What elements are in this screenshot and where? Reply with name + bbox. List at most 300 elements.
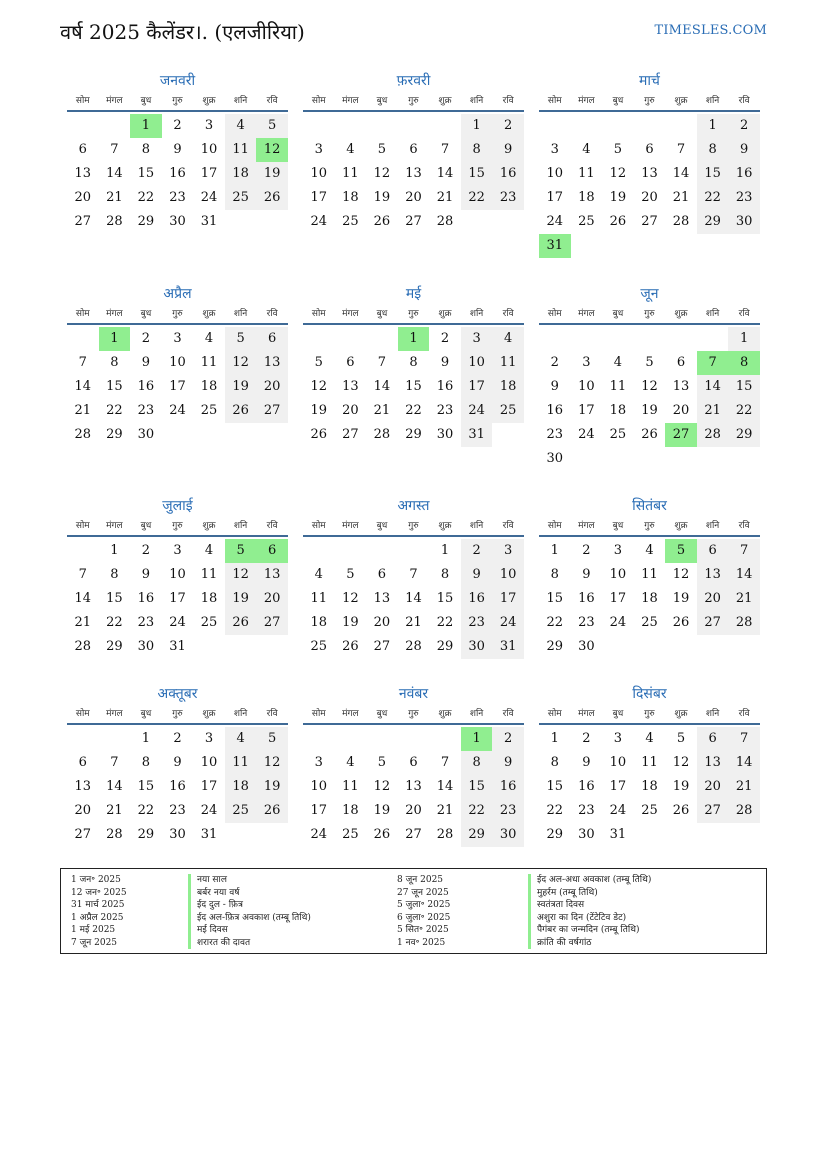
day-cell[interactable]: 27 xyxy=(405,827,422,842)
day-cell[interactable]: 10 xyxy=(492,563,524,587)
day-cell[interactable]: 31 xyxy=(169,639,186,654)
day-cell[interactable]: 26 xyxy=(672,615,690,630)
day-cell[interactable]: 9 xyxy=(582,567,591,582)
day-cell[interactable]: 4 xyxy=(314,567,323,582)
day-cell[interactable]: 9 xyxy=(582,755,591,770)
day-cell[interactable]: 19 xyxy=(225,587,257,611)
day-cell[interactable]: 20 xyxy=(672,403,690,418)
day-cell[interactable]: 20 xyxy=(256,587,288,611)
day-cell[interactable]: 5 xyxy=(256,114,288,138)
day-cell[interactable]: 15 xyxy=(461,775,493,799)
day-cell[interactable]: 3 xyxy=(314,142,323,157)
day-cell[interactable]: 3 xyxy=(204,118,214,133)
day-cell[interactable]: 17 xyxy=(609,591,627,606)
day-cell[interactable]: 18 xyxy=(641,591,658,606)
day-cell[interactable]: 8 xyxy=(550,567,559,582)
day-cell[interactable]: 4 xyxy=(645,731,654,746)
day-cell[interactable]: 20 xyxy=(405,190,422,205)
day-cell[interactable]: 14 xyxy=(728,563,760,587)
day-cell[interactable]: 18 xyxy=(225,162,257,186)
day-cell[interactable]: 1 xyxy=(697,114,729,138)
holiday-day-cell[interactable]: 31 xyxy=(539,234,571,258)
day-cell[interactable]: 16 xyxy=(169,166,186,181)
day-cell[interactable]: 18 xyxy=(578,190,595,205)
day-cell[interactable]: 21 xyxy=(373,403,391,418)
day-cell[interactable]: 2 xyxy=(492,727,524,751)
day-cell[interactable]: 7 xyxy=(78,355,87,370)
day-cell[interactable]: 2 xyxy=(173,731,182,746)
day-cell[interactable]: 25 xyxy=(342,827,359,842)
day-cell[interactable]: 30 xyxy=(436,427,454,442)
day-cell[interactable]: 10 xyxy=(609,567,627,582)
day-cell[interactable]: 17 xyxy=(492,587,524,611)
day-cell[interactable]: 8 xyxy=(141,755,151,770)
day-cell[interactable]: 21 xyxy=(728,775,760,799)
day-cell[interactable]: 14 xyxy=(405,591,422,606)
day-cell[interactable]: 14 xyxy=(74,379,92,394)
day-cell[interactable]: 8 xyxy=(461,751,493,775)
day-cell[interactable]: 7 xyxy=(110,142,119,157)
day-cell[interactable]: 28 xyxy=(672,214,690,229)
day-cell[interactable]: 14 xyxy=(74,591,92,606)
day-cell[interactable]: 9 xyxy=(461,563,493,587)
day-cell[interactable]: 7 xyxy=(728,539,760,563)
day-cell[interactable]: 30 xyxy=(546,451,564,466)
day-cell[interactable]: 1 xyxy=(550,543,559,558)
day-cell[interactable]: 18 xyxy=(200,379,218,394)
day-cell[interactable]: 9 xyxy=(492,138,524,162)
day-cell[interactable]: 29 xyxy=(697,210,729,234)
day-cell[interactable]: 11 xyxy=(641,755,658,770)
day-cell[interactable]: 24 xyxy=(609,803,627,818)
day-cell[interactable]: 29 xyxy=(728,423,760,447)
day-cell[interactable]: 29 xyxy=(137,214,155,229)
day-cell[interactable]: 11 xyxy=(310,591,328,606)
day-cell[interactable]: 15 xyxy=(137,166,155,181)
day-cell[interactable]: 22 xyxy=(137,190,155,205)
day-cell[interactable]: 16 xyxy=(492,162,524,186)
day-cell[interactable]: 26 xyxy=(641,427,658,442)
day-cell[interactable]: 11 xyxy=(342,779,359,794)
day-cell[interactable]: 27 xyxy=(405,214,422,229)
day-cell[interactable]: 31 xyxy=(200,214,218,229)
day-cell[interactable]: 11 xyxy=(200,567,218,582)
day-cell[interactable]: 17 xyxy=(578,403,595,418)
day-cell[interactable]: 2 xyxy=(461,539,493,563)
day-cell[interactable]: 13 xyxy=(256,351,288,375)
day-cell[interactable]: 30 xyxy=(578,827,595,842)
day-cell[interactable]: 22 xyxy=(106,615,123,630)
day-cell[interactable]: 8 xyxy=(550,755,559,770)
day-cell[interactable]: 10 xyxy=(609,755,627,770)
day-cell[interactable]: 16 xyxy=(492,775,524,799)
day-cell[interactable]: 22 xyxy=(405,403,422,418)
day-cell[interactable]: 2 xyxy=(728,114,760,138)
day-cell[interactable]: 20 xyxy=(342,403,359,418)
day-cell[interactable]: 16 xyxy=(137,379,155,394)
day-cell[interactable]: 12 xyxy=(225,351,257,375)
day-cell[interactable]: 14 xyxy=(106,779,123,794)
day-cell[interactable]: 12 xyxy=(609,166,627,181)
day-cell[interactable]: 25 xyxy=(492,399,524,423)
day-cell[interactable]: 23 xyxy=(578,615,595,630)
day-cell[interactable]: 21 xyxy=(74,403,92,418)
day-cell[interactable]: 23 xyxy=(169,803,186,818)
holiday-day-cell[interactable]: 7 xyxy=(697,351,729,375)
day-cell[interactable]: 4 xyxy=(346,755,355,770)
day-cell[interactable]: 13 xyxy=(74,779,92,794)
day-cell[interactable]: 26 xyxy=(225,399,257,423)
day-cell[interactable]: 28 xyxy=(436,214,454,229)
day-cell[interactable]: 17 xyxy=(546,190,564,205)
day-cell[interactable]: 11 xyxy=(609,379,627,394)
day-cell[interactable]: 1 xyxy=(728,327,760,351)
day-cell[interactable]: 21 xyxy=(728,587,760,611)
day-cell[interactable]: 4 xyxy=(492,327,524,351)
day-cell[interactable]: 13 xyxy=(405,166,422,181)
day-cell[interactable]: 15 xyxy=(405,379,422,394)
day-cell[interactable]: 24 xyxy=(169,615,186,630)
day-cell[interactable]: 8 xyxy=(110,355,119,370)
day-cell[interactable]: 24 xyxy=(200,190,218,205)
day-cell[interactable]: 27 xyxy=(697,611,729,635)
day-cell[interactable]: 26 xyxy=(256,186,288,210)
day-cell[interactable]: 13 xyxy=(405,779,422,794)
day-cell[interactable]: 4 xyxy=(613,355,623,370)
day-cell[interactable]: 11 xyxy=(225,751,257,775)
day-cell[interactable]: 24 xyxy=(310,827,328,842)
day-cell[interactable]: 27 xyxy=(74,827,92,842)
day-cell[interactable]: 15 xyxy=(137,779,155,794)
day-cell[interactable]: 7 xyxy=(676,142,686,157)
day-cell[interactable]: 4 xyxy=(346,142,355,157)
day-cell[interactable]: 3 xyxy=(613,731,623,746)
day-cell[interactable]: 13 xyxy=(641,166,658,181)
day-cell[interactable]: 29 xyxy=(436,639,454,654)
day-cell[interactable]: 24 xyxy=(578,427,595,442)
day-cell[interactable]: 24 xyxy=(492,611,524,635)
day-cell[interactable]: 25 xyxy=(225,799,257,823)
day-cell[interactable]: 1 xyxy=(110,543,119,558)
day-cell[interactable]: 27 xyxy=(697,799,729,823)
day-cell[interactable]: 7 xyxy=(78,567,87,582)
day-cell[interactable]: 6 xyxy=(377,567,387,582)
day-cell[interactable]: 25 xyxy=(641,615,658,630)
day-cell[interactable]: 5 xyxy=(314,355,323,370)
day-cell[interactable]: 11 xyxy=(578,166,595,181)
day-cell[interactable]: 18 xyxy=(342,803,359,818)
day-cell[interactable]: 10 xyxy=(169,567,186,582)
day-cell[interactable]: 23 xyxy=(492,186,524,210)
day-cell[interactable]: 12 xyxy=(256,751,288,775)
day-cell[interactable]: 18 xyxy=(492,375,524,399)
day-cell[interactable]: 23 xyxy=(728,186,760,210)
day-cell[interactable]: 13 xyxy=(342,379,359,394)
day-cell[interactable]: 11 xyxy=(492,351,524,375)
day-cell[interactable]: 2 xyxy=(550,355,559,370)
day-cell[interactable]: 28 xyxy=(436,827,454,842)
day-cell[interactable]: 26 xyxy=(225,611,257,635)
day-cell[interactable]: 3 xyxy=(492,539,524,563)
day-cell[interactable]: 28 xyxy=(106,214,123,229)
day-cell[interactable]: 5 xyxy=(645,355,654,370)
holiday-day-cell[interactable]: 5 xyxy=(225,539,257,563)
holiday-day-cell[interactable]: 1 xyxy=(398,327,430,351)
day-cell[interactable]: 30 xyxy=(578,639,595,654)
day-cell[interactable]: 6 xyxy=(78,755,87,770)
day-cell[interactable]: 13 xyxy=(672,379,690,394)
day-cell[interactable]: 21 xyxy=(436,190,454,205)
day-cell[interactable]: 9 xyxy=(141,567,151,582)
day-cell[interactable]: 5 xyxy=(377,755,387,770)
day-cell[interactable]: 26 xyxy=(373,214,391,229)
day-cell[interactable]: 16 xyxy=(169,779,186,794)
day-cell[interactable]: 9 xyxy=(141,355,151,370)
day-cell[interactable]: 4 xyxy=(225,114,257,138)
day-cell[interactable]: 18 xyxy=(225,775,257,799)
day-cell[interactable]: 28 xyxy=(74,427,92,442)
day-cell[interactable]: 11 xyxy=(200,355,218,370)
day-cell[interactable]: 19 xyxy=(310,403,328,418)
day-cell[interactable]: 2 xyxy=(582,543,591,558)
day-cell[interactable]: 9 xyxy=(173,142,182,157)
day-cell[interactable]: 24 xyxy=(546,214,564,229)
day-cell[interactable]: 6 xyxy=(697,727,729,751)
day-cell[interactable]: 16 xyxy=(728,162,760,186)
day-cell[interactable]: 8 xyxy=(409,355,418,370)
day-cell[interactable]: 15 xyxy=(106,379,123,394)
day-cell[interactable]: 6 xyxy=(256,327,288,351)
day-cell[interactable]: 16 xyxy=(436,379,454,394)
day-cell[interactable]: 30 xyxy=(137,427,155,442)
day-cell[interactable]: 3 xyxy=(613,543,623,558)
day-cell[interactable]: 9 xyxy=(550,379,559,394)
day-cell[interactable]: 14 xyxy=(728,751,760,775)
day-cell[interactable]: 1 xyxy=(550,731,559,746)
day-cell[interactable]: 22 xyxy=(461,186,493,210)
day-cell[interactable]: 28 xyxy=(106,827,123,842)
day-cell[interactable]: 26 xyxy=(373,827,391,842)
day-cell[interactable]: 17 xyxy=(200,779,218,794)
day-cell[interactable]: 25 xyxy=(342,214,359,229)
day-cell[interactable]: 4 xyxy=(225,727,257,751)
day-cell[interactable]: 27 xyxy=(342,427,359,442)
day-cell[interactable]: 10 xyxy=(200,142,218,157)
day-cell[interactable]: 19 xyxy=(225,375,257,399)
day-cell[interactable]: 29 xyxy=(546,827,564,842)
day-cell[interactable]: 26 xyxy=(672,803,690,818)
day-cell[interactable]: 13 xyxy=(697,751,729,775)
day-cell[interactable]: 10 xyxy=(546,166,564,181)
day-cell[interactable]: 17 xyxy=(461,375,493,399)
holiday-day-cell[interactable]: 1 xyxy=(99,327,131,351)
day-cell[interactable]: 10 xyxy=(578,379,595,394)
day-cell[interactable]: 23 xyxy=(461,611,493,635)
day-cell[interactable]: 13 xyxy=(74,166,92,181)
day-cell[interactable]: 1 xyxy=(141,731,151,746)
day-cell[interactable]: 20 xyxy=(641,190,658,205)
day-cell[interactable]: 21 xyxy=(106,803,123,818)
day-cell[interactable]: 20 xyxy=(697,587,729,611)
day-cell[interactable]: 15 xyxy=(546,779,564,794)
day-cell[interactable]: 2 xyxy=(582,731,591,746)
day-cell[interactable]: 28 xyxy=(697,423,729,447)
day-cell[interactable]: 19 xyxy=(609,190,627,205)
day-cell[interactable]: 6 xyxy=(676,355,686,370)
day-cell[interactable]: 8 xyxy=(461,138,493,162)
day-cell[interactable]: 21 xyxy=(405,615,422,630)
day-cell[interactable]: 16 xyxy=(461,587,493,611)
day-cell[interactable]: 22 xyxy=(728,399,760,423)
day-cell[interactable]: 12 xyxy=(373,166,391,181)
day-cell[interactable]: 19 xyxy=(641,403,658,418)
day-cell[interactable]: 20 xyxy=(74,803,92,818)
day-cell[interactable]: 7 xyxy=(409,567,418,582)
day-cell[interactable]: 19 xyxy=(256,775,288,799)
day-cell[interactable]: 23 xyxy=(546,427,564,442)
day-cell[interactable]: 7 xyxy=(440,755,450,770)
day-cell[interactable]: 21 xyxy=(436,803,454,818)
day-cell[interactable]: 29 xyxy=(405,427,422,442)
day-cell[interactable]: 10 xyxy=(310,166,328,181)
day-cell[interactable]: 23 xyxy=(169,190,186,205)
day-cell[interactable]: 5 xyxy=(256,727,288,751)
day-cell[interactable]: 20 xyxy=(256,375,288,399)
day-cell[interactable]: 13 xyxy=(697,563,729,587)
day-cell[interactable]: 8 xyxy=(141,142,151,157)
day-cell[interactable]: 20 xyxy=(74,190,92,205)
day-cell[interactable]: 18 xyxy=(200,591,218,606)
day-cell[interactable]: 24 xyxy=(200,803,218,818)
day-cell[interactable]: 8 xyxy=(110,567,119,582)
day-cell[interactable]: 18 xyxy=(342,190,359,205)
day-cell[interactable]: 31 xyxy=(461,423,493,447)
day-cell[interactable]: 2 xyxy=(141,331,151,346)
day-cell[interactable]: 2 xyxy=(492,114,524,138)
day-cell[interactable]: 20 xyxy=(697,775,729,799)
day-cell[interactable]: 13 xyxy=(373,591,391,606)
day-cell[interactable]: 27 xyxy=(74,214,92,229)
site-link[interactable]: TIMESLES.COM xyxy=(654,23,767,38)
day-cell[interactable]: 21 xyxy=(697,399,729,423)
day-cell[interactable]: 30 xyxy=(461,635,493,659)
day-cell[interactable]: 5 xyxy=(377,142,387,157)
day-cell[interactable]: 27 xyxy=(373,639,391,654)
day-cell[interactable]: 11 xyxy=(641,567,658,582)
day-cell[interactable]: 9 xyxy=(440,355,450,370)
day-cell[interactable]: 17 xyxy=(310,190,328,205)
day-cell[interactable]: 30 xyxy=(492,823,524,847)
day-cell[interactable]: 25 xyxy=(578,214,595,229)
day-cell[interactable]: 28 xyxy=(405,639,422,654)
day-cell[interactable]: 8 xyxy=(697,138,729,162)
day-cell[interactable]: 7 xyxy=(110,755,119,770)
day-cell[interactable]: 25 xyxy=(310,639,328,654)
day-cell[interactable]: 21 xyxy=(106,190,123,205)
day-cell[interactable]: 6 xyxy=(409,755,418,770)
day-cell[interactable]: 16 xyxy=(578,779,595,794)
day-cell[interactable]: 7 xyxy=(728,727,760,751)
holiday-day-cell[interactable]: 27 xyxy=(665,423,697,447)
day-cell[interactable]: 16 xyxy=(546,403,564,418)
day-cell[interactable]: 31 xyxy=(492,635,524,659)
day-cell[interactable]: 4 xyxy=(204,543,214,558)
day-cell[interactable]: 10 xyxy=(310,779,328,794)
day-cell[interactable]: 12 xyxy=(342,591,359,606)
day-cell[interactable]: 25 xyxy=(609,427,627,442)
day-cell[interactable]: 14 xyxy=(436,166,454,181)
day-cell[interactable]: 15 xyxy=(436,591,454,606)
day-cell[interactable]: 17 xyxy=(169,379,186,394)
day-cell[interactable]: 22 xyxy=(137,803,155,818)
day-cell[interactable]: 28 xyxy=(74,639,92,654)
day-cell[interactable]: 6 xyxy=(645,142,654,157)
day-cell[interactable]: 7 xyxy=(377,355,387,370)
day-cell[interactable]: 22 xyxy=(546,615,564,630)
day-cell[interactable]: 14 xyxy=(672,166,690,181)
day-cell[interactable]: 9 xyxy=(492,751,524,775)
day-cell[interactable]: 14 xyxy=(373,379,391,394)
day-cell[interactable]: 9 xyxy=(173,755,182,770)
day-cell[interactable]: 14 xyxy=(106,166,123,181)
day-cell[interactable]: 2 xyxy=(440,331,450,346)
day-cell[interactable]: 16 xyxy=(137,591,155,606)
day-cell[interactable]: 1 xyxy=(461,114,493,138)
day-cell[interactable]: 19 xyxy=(672,779,690,794)
day-cell[interactable]: 24 xyxy=(461,399,493,423)
day-cell[interactable]: 6 xyxy=(409,142,418,157)
day-cell[interactable]: 3 xyxy=(204,731,214,746)
holiday-day-cell[interactable]: 6 xyxy=(256,539,288,563)
day-cell[interactable]: 12 xyxy=(641,379,658,394)
holiday-day-cell[interactable]: 1 xyxy=(130,114,162,138)
day-cell[interactable]: 3 xyxy=(550,142,559,157)
day-cell[interactable]: 7 xyxy=(440,142,450,157)
day-cell[interactable]: 25 xyxy=(225,186,257,210)
day-cell[interactable]: 6 xyxy=(346,355,355,370)
day-cell[interactable]: 20 xyxy=(373,615,391,630)
day-cell[interactable]: 26 xyxy=(256,799,288,823)
day-cell[interactable]: 15 xyxy=(461,162,493,186)
day-cell[interactable]: 28 xyxy=(728,799,760,823)
day-cell[interactable]: 17 xyxy=(609,779,627,794)
day-cell[interactable]: 28 xyxy=(373,427,391,442)
day-cell[interactable]: 26 xyxy=(342,639,359,654)
day-cell[interactable]: 18 xyxy=(641,779,658,794)
day-cell[interactable]: 9 xyxy=(728,138,760,162)
day-cell[interactable]: 12 xyxy=(672,567,690,582)
day-cell[interactable]: 13 xyxy=(256,563,288,587)
day-cell[interactable]: 22 xyxy=(436,615,454,630)
day-cell[interactable]: 19 xyxy=(672,591,690,606)
holiday-day-cell[interactable]: 5 xyxy=(665,539,697,563)
day-cell[interactable]: 18 xyxy=(310,615,328,630)
day-cell[interactable]: 30 xyxy=(169,214,186,229)
day-cell[interactable]: 3 xyxy=(314,755,323,770)
day-cell[interactable]: 12 xyxy=(672,755,690,770)
day-cell[interactable]: 5 xyxy=(225,327,257,351)
day-cell[interactable]: 19 xyxy=(373,803,391,818)
day-cell[interactable]: 23 xyxy=(492,799,524,823)
day-cell[interactable]: 24 xyxy=(609,615,627,630)
day-cell[interactable]: 11 xyxy=(225,138,257,162)
day-cell[interactable]: 16 xyxy=(578,591,595,606)
day-cell[interactable]: 27 xyxy=(641,214,658,229)
day-cell[interactable]: 31 xyxy=(200,827,218,842)
day-cell[interactable]: 14 xyxy=(697,375,729,399)
holiday-day-cell[interactable]: 1 xyxy=(461,727,493,751)
day-cell[interactable]: 12 xyxy=(310,379,328,394)
